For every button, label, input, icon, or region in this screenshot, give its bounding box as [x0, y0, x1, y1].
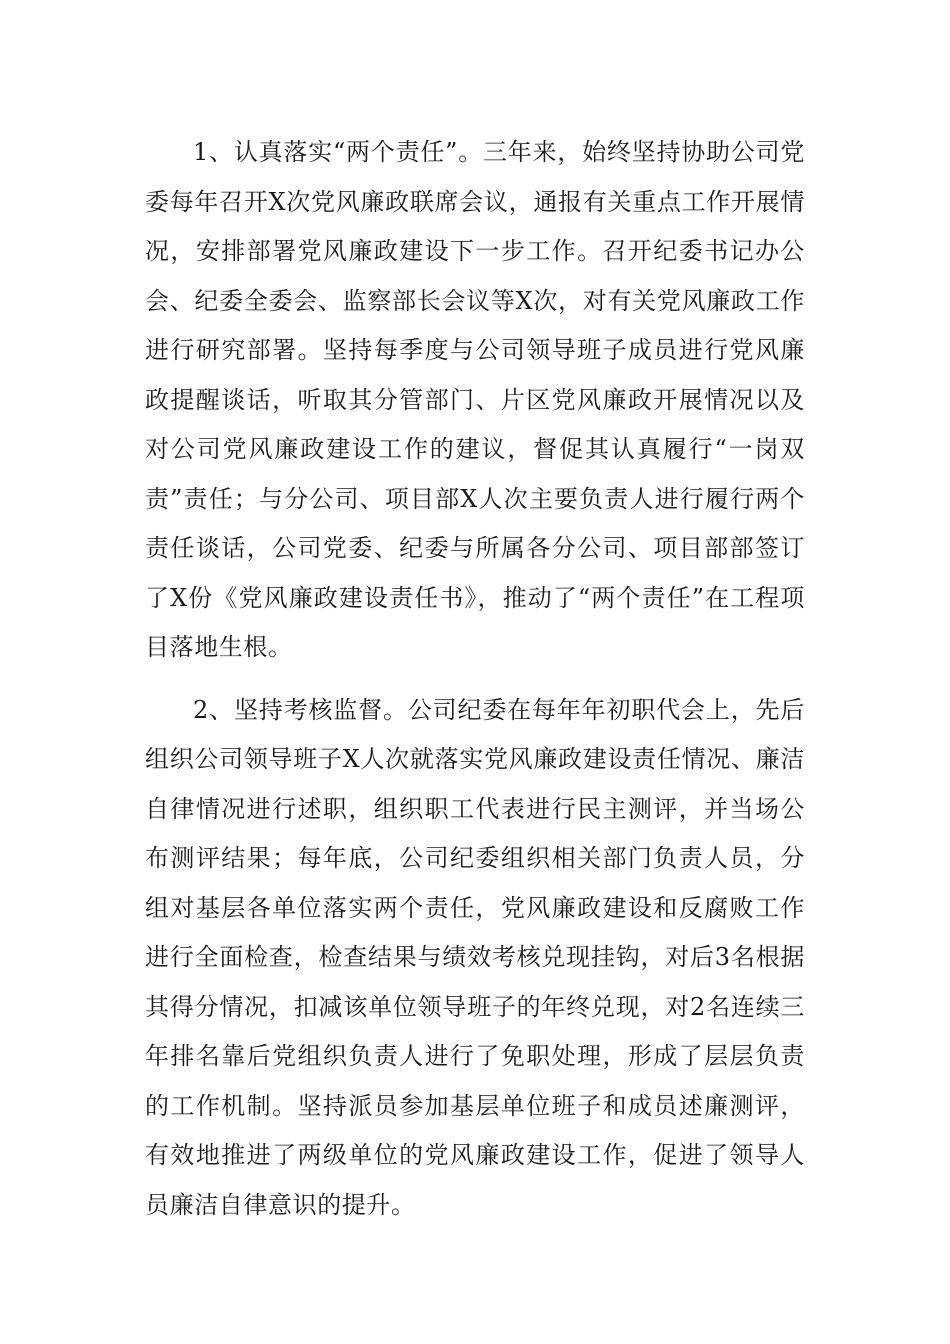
paragraph-assessment-supervision: 2、坚持考核监督。公司纪委在每年年初职代会上，先后组织公司领导班子X人次就落实党风廉政建设责任情况、廉洁自律情况进行述职，组织职工代表进行民主测评，并当场公布测评结果；每年底，公司纪委组织相关部门负责人员，分组对基层各单位落实两个责任，党风廉政建设和反腐败工作进行全面检查，检查结果与绩效考核兑现挂钩，对后3名根据其得分情况，扣减该单位领导班子的年终兑现，对2名连续三年排名靠后党组织负责人进行了免职处理，形成了层层负责的工作机制。坚持派员参加基层单位班子和成员述廉测评，有效地推进了两级单位的党风廉政建设工作，促进了领导人员廉洁自律意识的提升。 — [145, 695, 805, 1219]
document-body — [145, 128, 805, 1230]
paragraph-responsibilities: 1、认真落实“两个责任”。三年来，始终坚持协助公司党委每年召开X次党风廉政联席会议，通报有关重点工作开展情况，安排部署党风廉政建设下一步工作。召开纪委书记办公会、纪委全委会、监察部长会议等X次，对有关党风廉政工作进行研究部署。坚持每季度与公司领导班子成员进行党风廉政提醒谈话，听取其分管部门、片区党风廉政开展情况以及对公司党风廉政建设工作的建议，督促其认真履行“一岗双责”责任；与分公司、项目部X人次主要负责人进行履行两个责任谈话，公司党委、纪委与所属各分公司、项目部部签订了X份《党风廉政建设责任书》，推动了“两个责任”在工程项目落地生根。 — [145, 138, 805, 661]
